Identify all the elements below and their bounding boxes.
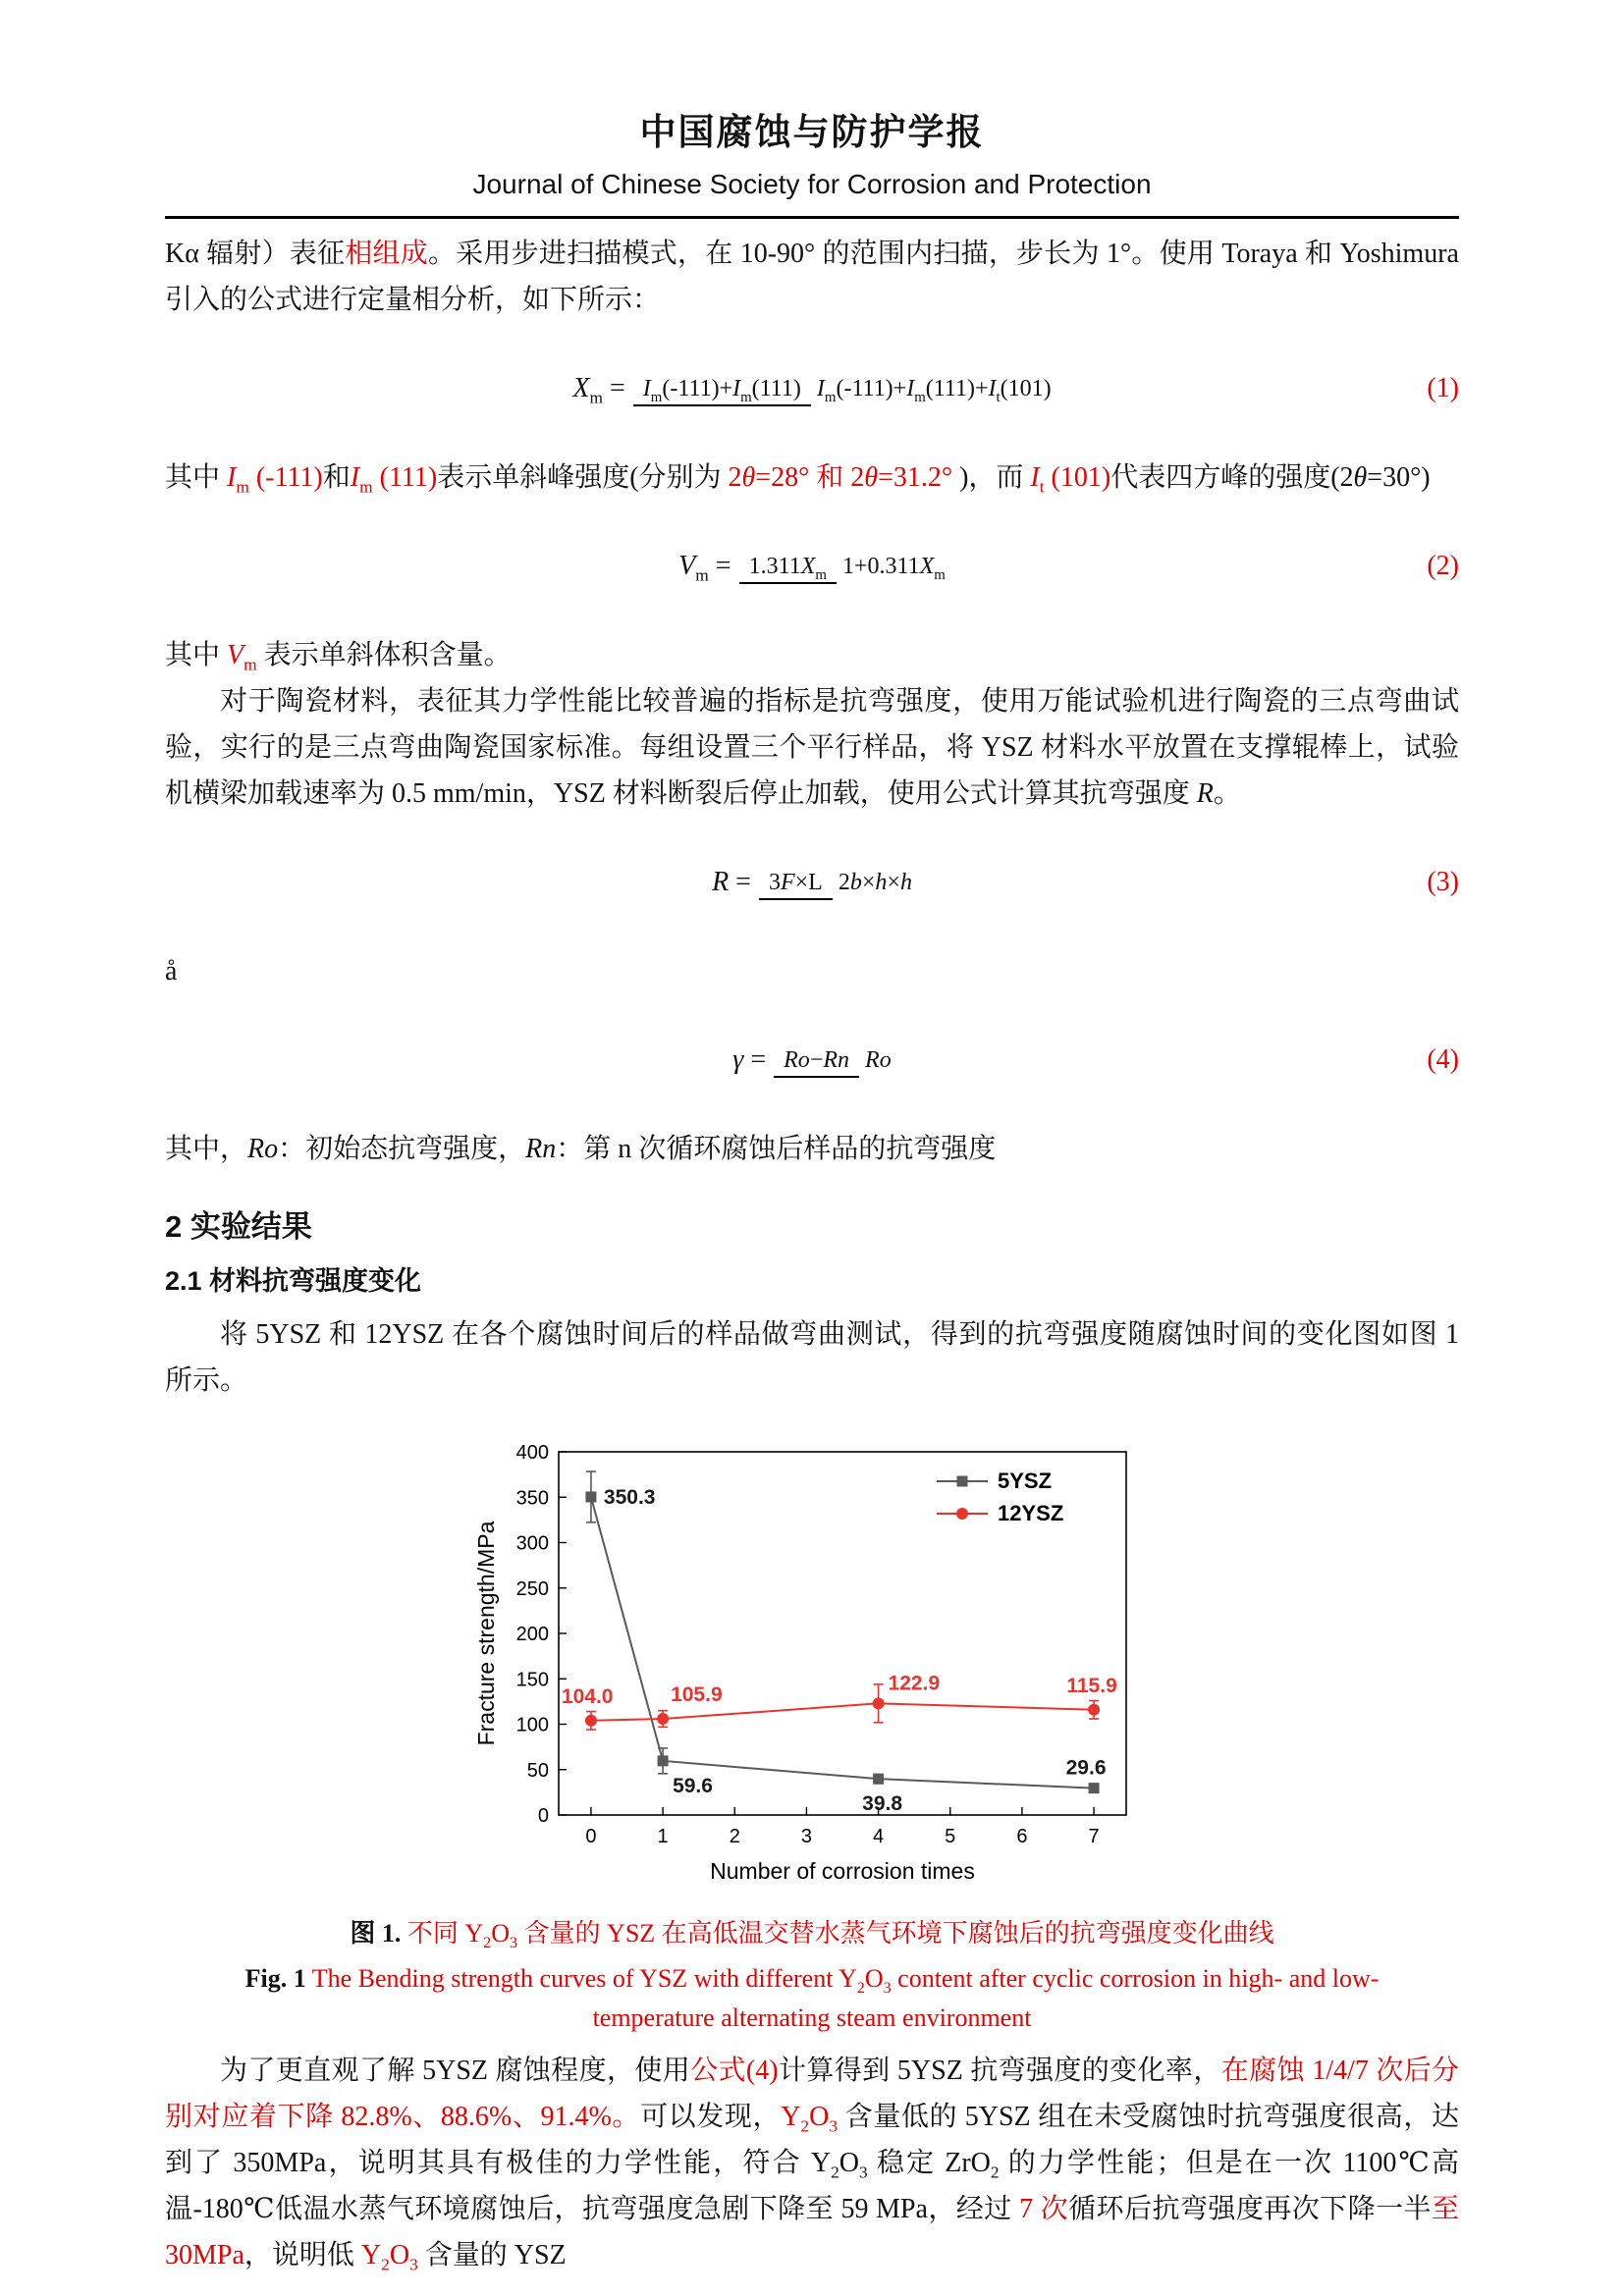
svg-text:5YSZ: 5YSZ: [998, 1468, 1053, 1493]
svg-text:5: 5: [945, 1826, 956, 1847]
section-heading-results: 2 实验结果: [165, 1209, 312, 1244]
equation-1-fraction: [633, 374, 1052, 403]
equation-2-lhs: $V_m$ =: [678, 551, 731, 585]
svg-text:0: 0: [585, 1826, 597, 1847]
equation-1-numerator: $I_m(-111)+I_m(111)$: [633, 376, 811, 406]
equation-2: [165, 524, 1459, 609]
svg-text:400: 400: [515, 1442, 549, 1464]
svg-text:4: 4: [873, 1826, 885, 1847]
svg-text:59.6: 59.6: [673, 1774, 713, 1797]
equation-3-denominator: 2b×h×h: [838, 870, 912, 895]
equation-4-numerator: Ro−Rn: [774, 1047, 859, 1078]
svg-text:6: 6: [1016, 1826, 1028, 1847]
svg-text:0: 0: [537, 1805, 549, 1827]
svg-text:39.8: 39.8: [862, 1792, 903, 1816]
svg-text:300: 300: [515, 1532, 549, 1555]
journal-title-en: Journal of Chinese Society for Corrosion and Protection: [472, 169, 1152, 199]
svg-text:200: 200: [515, 1624, 549, 1645]
figure-caption-english: Fig. 1 The Bending strength curves of YSZ with different $Y_2O_3$ content after cyclic corrosion in high- and low-temperature alternating steam environment: [244, 1964, 1380, 2032]
fracture-strength-chart: [468, 1437, 1156, 1889]
equation-3-numerator: 3F×L: [759, 870, 833, 900]
svg-text:3: 3: [800, 1826, 812, 1847]
equation-1-number: (1): [1427, 373, 1459, 403]
svg-text:350.3: 350.3: [603, 1485, 656, 1509]
equation-2-number: (2): [1427, 551, 1459, 581]
equation-4-denominator: Ro: [865, 1047, 892, 1073]
figure-caption-chinese: 图 1. 不同 $Y_2O_3$ 含量的 YSZ 在高低温交替水蒸气环境下腐蚀后的抗弯强度变化曲线: [350, 1919, 1274, 1952]
figure-1: [165, 1437, 1459, 2038]
equation-4-lhs: γ =: [732, 1044, 767, 1075]
equation-3-number: (3): [1427, 867, 1459, 897]
header-rule: [165, 216, 1459, 219]
svg-text:150: 150: [515, 1669, 549, 1691]
subsection-heading-strength: 2.1 材料抗弯强度变化: [165, 1266, 422, 1296]
svg-text:29.6: 29.6: [1065, 1756, 1107, 1780]
page-header: [165, 102, 1459, 219]
page-body: [165, 231, 1459, 2278]
svg-text:50: 50: [526, 1759, 549, 1782]
svg-text:250: 250: [515, 1577, 549, 1600]
equation-4: [165, 1018, 1459, 1102]
equation-4-fraction: [774, 1045, 892, 1075]
paragraph-discussion: 为了更直观了解 5YSZ 腐蚀程度，使用公式(4)计算得到 5YSZ 抗弯强度的变化率，在腐蚀 1/4/7 次后分别对应着下降 82.8%、88.6%、91.4%。可以发现，$Y_2O_3$ 含量低的 5YSZ 组在未受腐蚀时抗弯强度很高，达到了 350MPa，说明其具有极佳的力学性能，符合 $Y_2O_3$ 稳定 ZrO$_2$ 的力学性能；但是在一次 1100℃高温-180℃低温水蒸气环境腐蚀后，抗弯强度急剧下降至 59 MPa，经过 7 次循环后抗弯强度再次下降一半至 30MPa，说明低 $Y_2O_3$ 含量的 YSZ: [165, 2056, 1460, 2274]
svg-text:100: 100: [515, 1714, 549, 1736]
paragraph-bending-test: 对于陶瓷材料，表征其力学性能比较普遍的指标是抗弯强度，使用万能试验机进行陶瓷的三点弯曲试验，实行的是三点弯曲陶瓷国家标准。每组设置三个平行样品，将 YSZ 材料水平放置在支撑辊棒上，试验机横梁加载速率为 0.5 mm/min，YSZ 材料断裂后停止加载，使用公式计算其抗弯强度 R。: [165, 686, 1459, 809]
svg-text:Number of corrosion times: Number of corrosion times: [710, 1858, 975, 1884]
svg-text:122.9: 122.9: [888, 1672, 941, 1695]
equation-1-denominator: $I_m(-111)+I_m(111)+I_t(101)$: [816, 376, 1052, 405]
equation-3-lhs: R =: [712, 867, 751, 897]
svg-text:105.9: 105.9: [671, 1683, 723, 1707]
paragraph-ro-rn-definition: 其中，Ro：初始态抗弯强度，Rn：第 n 次循环腐蚀后样品的抗弯强度: [165, 1134, 997, 1164]
svg-text:115.9: 115.9: [1066, 1674, 1117, 1697]
figure-1-caption: [165, 1914, 1459, 2038]
equation-4-number: (4): [1427, 1044, 1459, 1075]
paragraph-xrd-method: Kα 辐射）表征相组成。采用步进扫描模式，在 10-90° 的范围内扫描，步长为 1°。使用 Toraya 和 Yoshimura 引入的公式进行定量相分析，如下所示：: [165, 239, 1459, 315]
svg-text:7: 7: [1088, 1826, 1100, 1847]
svg-text:350: 350: [515, 1487, 549, 1510]
equation-2-denominator: $1+0.311X_m$: [841, 554, 946, 583]
stray-character: å: [165, 956, 178, 987]
svg-text:104.0: 104.0: [561, 1684, 614, 1708]
svg-text:1: 1: [657, 1826, 669, 1847]
equation-1: [165, 347, 1459, 431]
paragraph-peak-intensity: 其中 $I_m$ (-111)和$I_m$ (111)表示单斜峰强度(分别为 2θ=28° 和 2θ=31.2° )，而 $I_t$ (101)代表四方峰的强度(2θ=30°): [165, 462, 1431, 497]
equation-2-fraction: [739, 552, 946, 581]
journal-title-cn: 中国腐蚀与防护学报: [639, 113, 985, 153]
equation-3-fraction: [759, 868, 912, 897]
svg-text:Fracture strength/MPa: Fracture strength/MPa: [473, 1521, 499, 1746]
svg-text:12YSZ: 12YSZ: [998, 1501, 1064, 1525]
svg-text:2: 2: [729, 1826, 740, 1847]
equation-2-numerator: $1.311X_m$: [739, 554, 837, 584]
equation-1-lhs: $X_m$ =: [572, 373, 625, 407]
paragraph-volume-fraction: 其中 $V_m$ 表示单斜体积含量。: [165, 640, 512, 674]
paragraph-figure-intro: 将 5YSZ 和 12YSZ 在各个腐蚀时间后的样品做弯曲测试，得到的抗弯强度随腐蚀时间的变化图如图 1 所示。: [165, 1319, 1459, 1396]
equation-3: [165, 840, 1459, 925]
